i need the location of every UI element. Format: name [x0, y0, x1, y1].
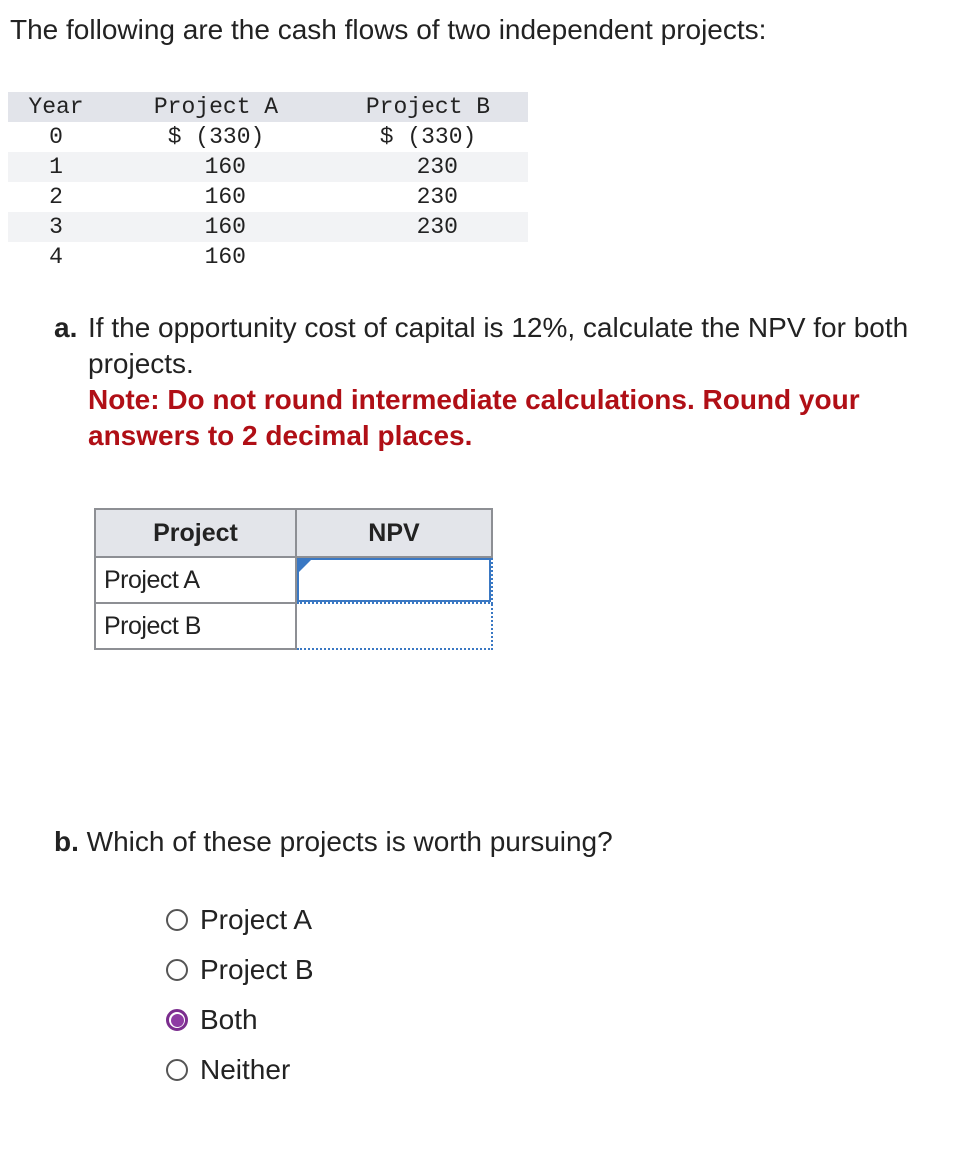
option-label: Project A: [200, 904, 313, 935]
project-a-cell: 160: [204, 244, 246, 270]
header-project-a: Project A: [153, 94, 279, 120]
radio-button[interactable]: [166, 1009, 188, 1031]
intro-text: The following are the cash flows of two independent projects:: [10, 14, 767, 45]
cash-flow-row: [8, 152, 528, 182]
question-b-text: Which of these projects is worth pursuing?: [86, 826, 613, 857]
active-cell-marker: [298, 559, 312, 573]
header-project-b: Project B: [365, 94, 491, 120]
cash-flow-row: [8, 122, 528, 152]
radio-button[interactable]: [166, 1059, 188, 1081]
project-a-cell: 160: [204, 184, 246, 210]
project-a-cell: 160: [204, 154, 246, 180]
radio-button[interactable]: [166, 959, 188, 981]
npv-input-project-b[interactable]: [297, 604, 491, 648]
year-cell: 4: [49, 244, 63, 270]
question-b-label: b.: [54, 826, 79, 857]
npv-input-project-a[interactable]: [297, 558, 491, 602]
project-b-cell: 230: [416, 154, 458, 180]
option-label: Neither: [200, 1054, 291, 1085]
project-a-label: Project A: [95, 557, 296, 603]
year-cell: 1: [49, 154, 63, 180]
option-label: Project B: [200, 954, 314, 985]
cash-flow-table: [8, 92, 528, 272]
option-neither[interactable]: [166, 1048, 314, 1092]
npv-cell-project-b: [296, 603, 492, 649]
option-both[interactable]: [166, 998, 314, 1042]
npv-row-project-a: [95, 557, 492, 603]
answer-options: [166, 898, 314, 1098]
question-a-text: If the opportunity cost of capital is 12%, calculate the NPV for both projects.: [88, 312, 909, 379]
rounding-note: Note: Do not round intermediate calculations. Round your answers to 2 decimal places.: [88, 384, 860, 451]
project-a-cell: $ (330): [167, 124, 265, 150]
project-b-cell: 230: [416, 184, 458, 210]
question-b: [54, 826, 613, 858]
cash-flow-row: [8, 242, 528, 272]
radio-button[interactable]: [166, 909, 188, 931]
cash-flow-row: [8, 212, 528, 242]
npv-table: [94, 508, 493, 650]
project-a-cell: 160: [204, 214, 246, 240]
header-project: Project: [95, 509, 296, 557]
header-npv: NPV: [296, 509, 492, 557]
option-project-a[interactable]: [166, 898, 314, 942]
npv-row-project-b: [95, 603, 492, 649]
project-b-cell: $ (330): [379, 124, 477, 150]
question-a: [54, 310, 944, 454]
year-cell: 0: [49, 124, 63, 150]
option-project-b[interactable]: [166, 948, 314, 992]
option-label: Both: [200, 1004, 258, 1035]
year-cell: 3: [49, 214, 63, 240]
project-b-cell: 230: [416, 214, 458, 240]
header-year: Year: [28, 94, 84, 120]
year-cell: 2: [49, 184, 63, 210]
cash-flow-row: [8, 182, 528, 212]
question-a-label: a.: [54, 312, 78, 343]
npv-cell-project-a: [296, 557, 492, 603]
project-b-label: Project B: [95, 603, 296, 649]
npv-header-row: [95, 509, 492, 557]
cash-flow-header-row: [8, 92, 528, 122]
